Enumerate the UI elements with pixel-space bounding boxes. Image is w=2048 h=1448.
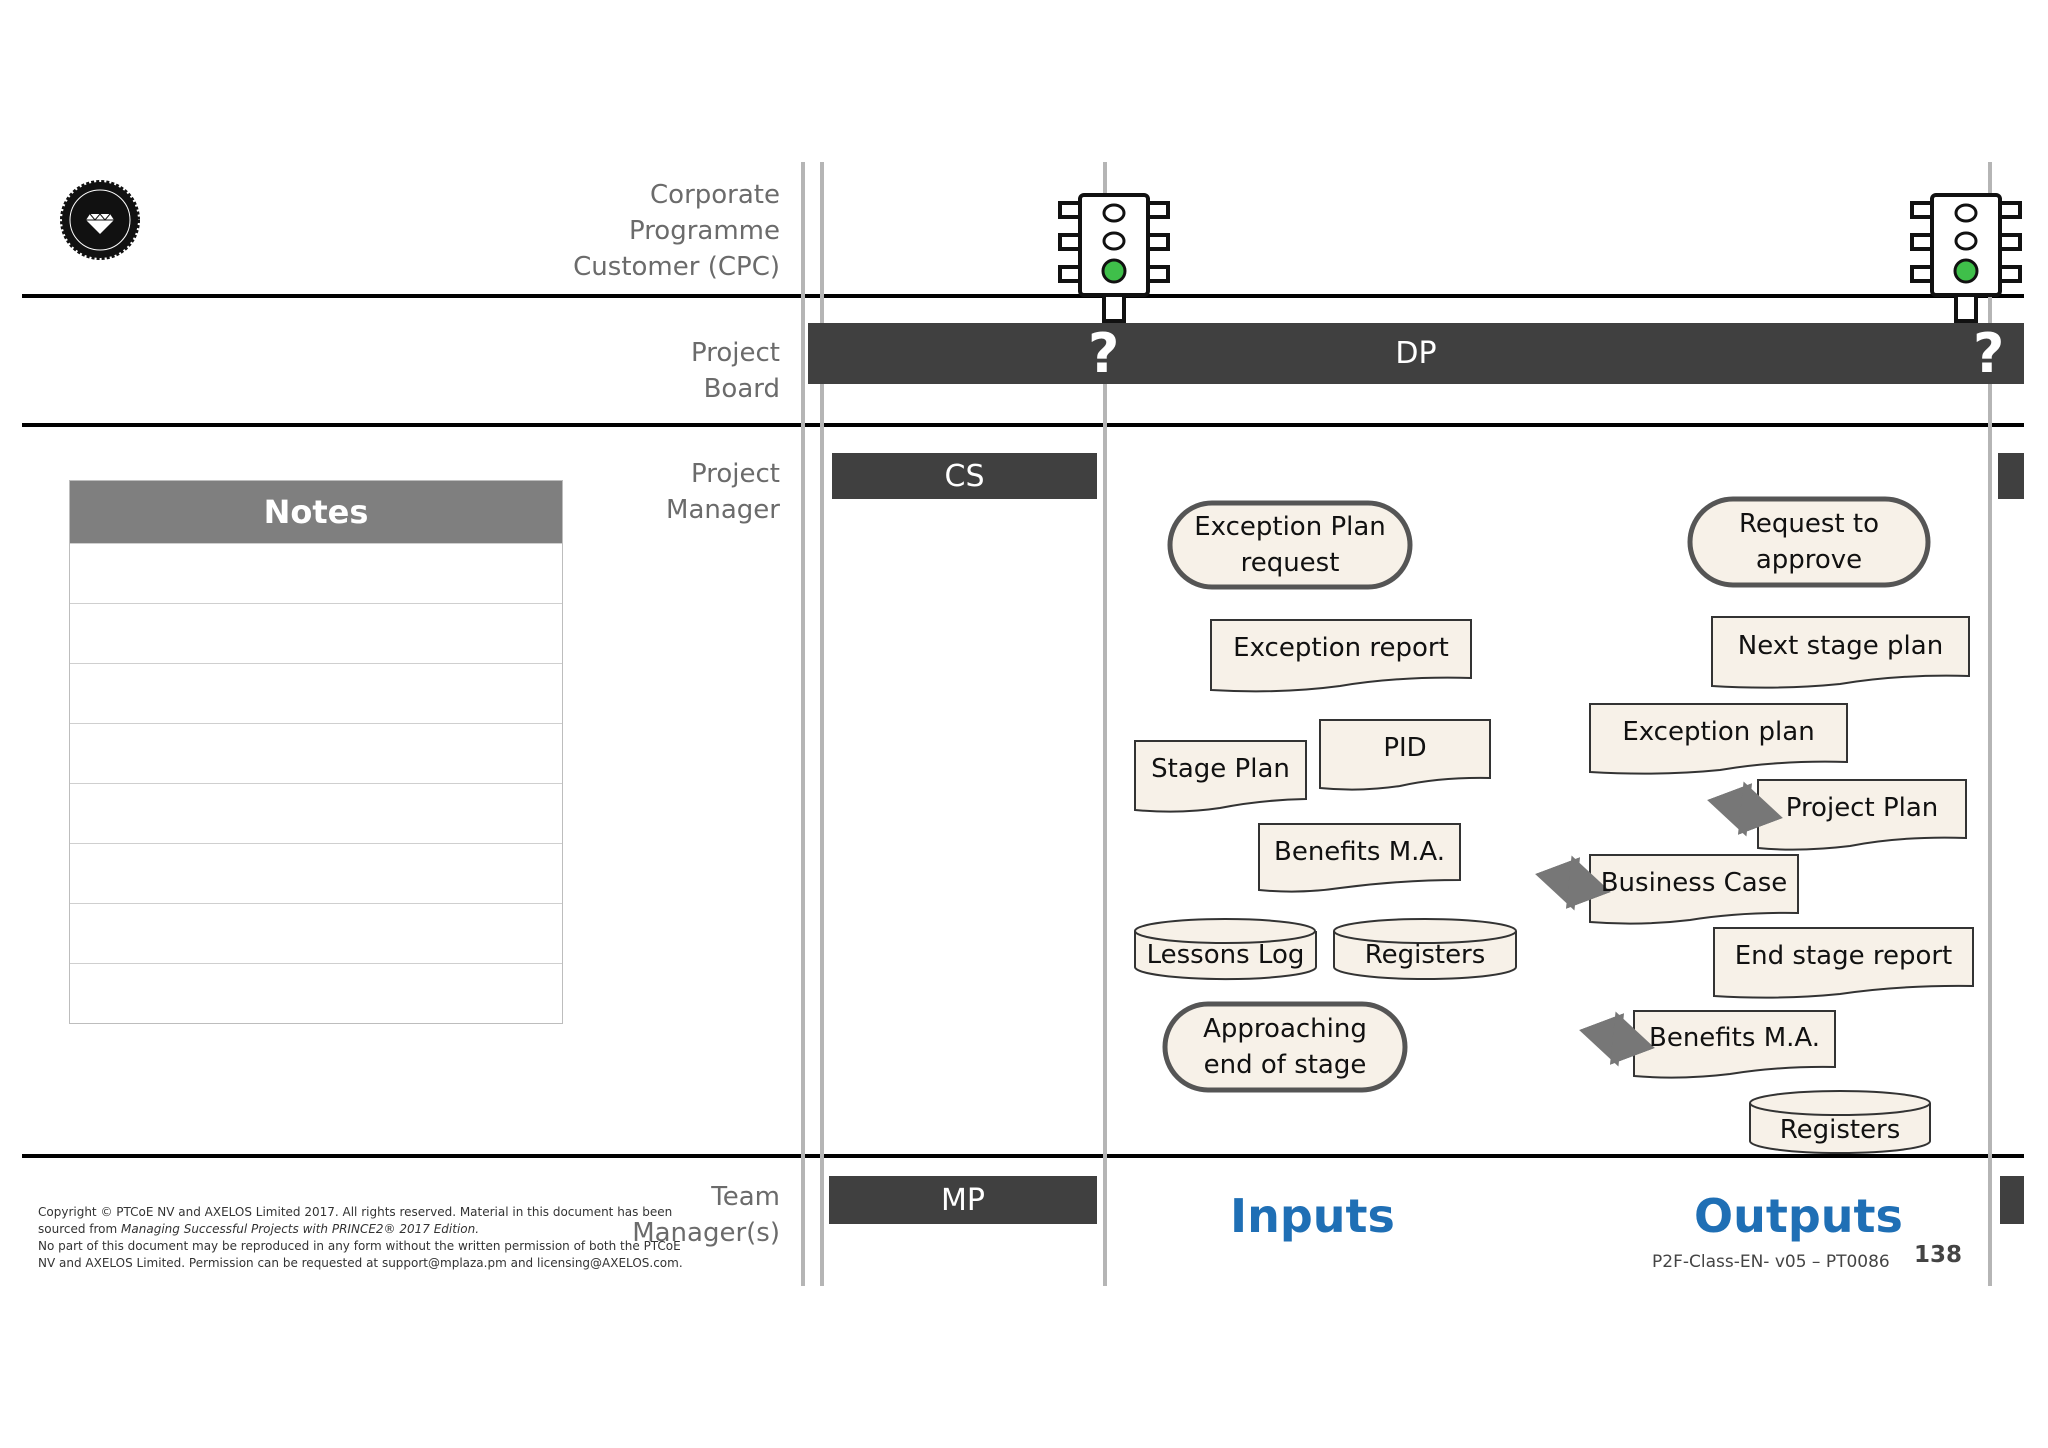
notes-panel — [69, 480, 563, 1024]
mp-label: MP — [941, 1182, 985, 1218]
pid-text: PID — [1383, 733, 1427, 763]
question-mark-left: ? — [1088, 322, 1120, 385]
lane-label-board: Project Board — [691, 338, 780, 404]
mp-bar-right-edge — [2000, 1176, 2024, 1224]
notes-row[interactable] — [70, 843, 562, 903]
ptcoe-logo — [62, 182, 138, 258]
mp-bar — [829, 1176, 1097, 1224]
update-icon — [1608, 1020, 1626, 1058]
stage-plan-text: Stage Plan — [1151, 754, 1290, 784]
notes-row[interactable] — [70, 543, 562, 603]
update-icon — [1736, 790, 1754, 828]
page-number: 138 — [1914, 1242, 1963, 1268]
notes-row[interactable] — [70, 783, 562, 843]
traffic-light-icon — [1912, 195, 2020, 321]
lessons-log-text: Lessons Log — [1146, 940, 1305, 970]
lane-label-cpc: Corporate Programme Customer (CPC) — [573, 180, 780, 282]
lane-label-manager: Project Manager — [666, 459, 780, 525]
approaching-end-text: Approaching end of stage — [1203, 1014, 1367, 1080]
benefits-ma-output-text: Benefits M.A. — [1649, 1023, 1820, 1053]
exception-report-text: Exception report — [1233, 633, 1449, 663]
request-to-approve-text: Request to approve — [1739, 509, 1879, 575]
exception-plan-text: Exception plan — [1622, 717, 1815, 747]
outputs-heading: Outputs — [1694, 1189, 1903, 1243]
document-code: P2F-Class-EN- v05 – PT0086 — [1652, 1252, 1890, 1272]
next-stage-plan-text: Next stage plan — [1737, 630, 1944, 661]
cs-bar — [832, 453, 1097, 499]
cs-label: CS — [944, 458, 985, 494]
registers-input-text: Registers — [1364, 940, 1486, 970]
registers-output-text: Registers — [1779, 1115, 1901, 1145]
update-icon — [1564, 864, 1582, 902]
business-case-text: Business Case — [1600, 868, 1788, 898]
notes-row[interactable] — [70, 603, 562, 663]
dp-bar — [808, 323, 2024, 384]
cs-bar-right-edge — [1998, 453, 2024, 499]
exception-plan-request-text: Exception Plan request — [1194, 512, 1386, 578]
benefits-ma-input-text: Benefits M.A. — [1274, 837, 1445, 867]
notes-title: Notes — [70, 481, 562, 543]
notes-row[interactable] — [70, 663, 562, 723]
end-stage-report-text: End stage report — [1734, 941, 1953, 971]
traffic-light-icon — [1060, 195, 1168, 321]
project-plan-text: Project Plan — [1785, 793, 1939, 823]
inputs-heading: Inputs — [1230, 1189, 1395, 1243]
lane-label-team: Team Manager(s) — [632, 1182, 780, 1248]
copyright-text: Copyright © PTCoE NV and AXELOS Limited 2017. All rights reserved. Material in this document has been sourced from Managing Successful Projects with PRINCE2® 2017 Edition. No part of this document may be reproduced in any form without the written permission of both the PTCoE NV and AXELOS Limited. Permission can be requested at support@mplaza.pm and licensing@AXELOS.com. — [38, 1205, 683, 1270]
notes-row[interactable] — [70, 723, 562, 783]
notes-row[interactable] — [70, 963, 562, 1023]
question-mark-right: ? — [1973, 322, 2005, 385]
dp-label: DP — [1395, 336, 1437, 371]
notes-row[interactable] — [70, 903, 562, 963]
